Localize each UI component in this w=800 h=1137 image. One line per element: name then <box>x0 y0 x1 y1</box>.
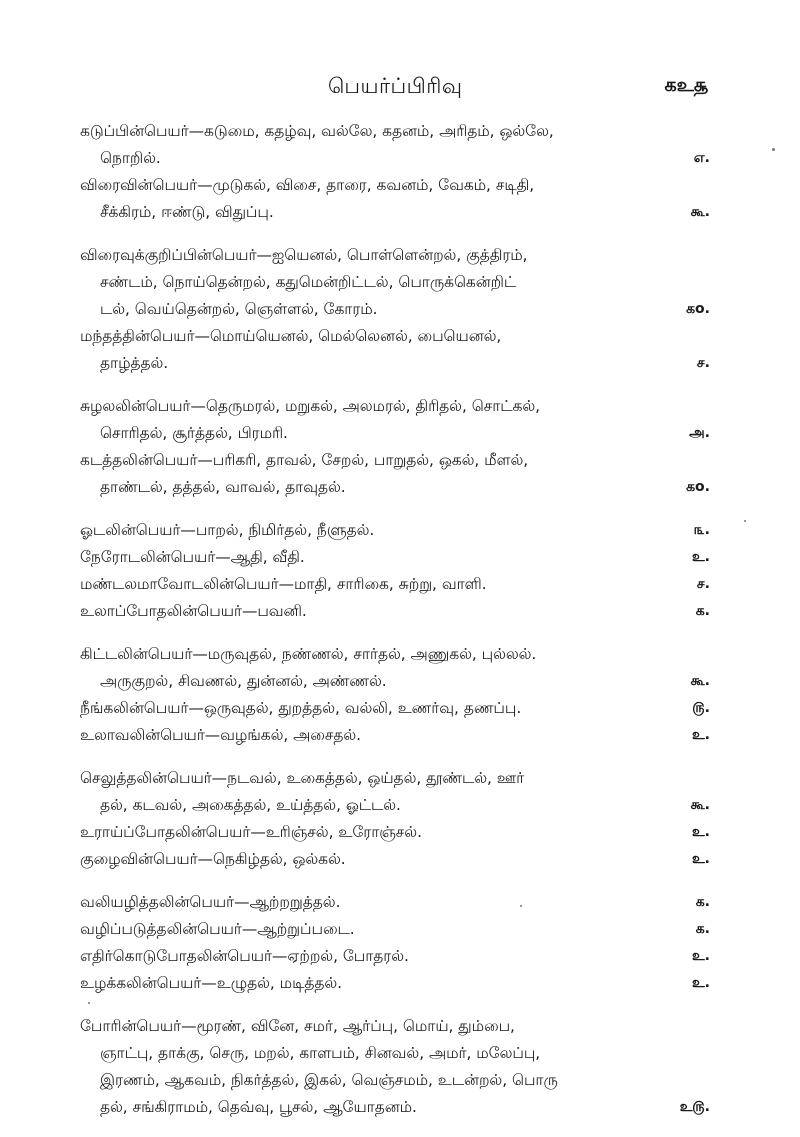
entry-count: க. <box>695 603 710 619</box>
entry-count: உ. <box>691 948 710 964</box>
synonym-entry <box>80 393 710 447</box>
synonym-entry <box>80 765 710 819</box>
entry-line: உலாவலின்பெயர்—வழங்கல், அசைதல். <box>80 726 362 744</box>
entry-count: உ. <box>691 824 710 840</box>
entry-count: கo. <box>686 301 710 317</box>
entry-line: கடத்தலின்பெயர்—பரிகரி, தாவல், சேறல், பாறுதல், ஒகல், மீளல், <box>80 451 529 469</box>
entry-line: நேரோடலின்பெயர்—ஆதி, வீதி. <box>80 548 305 566</box>
entry-continuation-line: தல், சங்கிராமம், தெவ்வு, பூசல், ஆயோதனம். <box>100 1098 417 1116</box>
entry-count: உ. <box>691 975 710 991</box>
synonym-entry <box>80 323 710 377</box>
synonym-entry <box>80 1013 710 1121</box>
synonym-entry <box>80 943 710 970</box>
print-speck <box>772 148 775 151</box>
entry-count: எ. <box>693 150 710 166</box>
synonym-entry <box>80 447 710 501</box>
entry-line: ஓடலின்பெயர்—பாறல், நிமிர்தல், நீளுதல். <box>80 521 375 539</box>
entry-count: க. <box>695 894 710 910</box>
synonym-entry <box>80 695 710 722</box>
entry-line: உலாப்போதலின்பெயர்—பவனி. <box>80 602 307 620</box>
entry-group <box>80 517 710 625</box>
entry-continuation-line: சீக்கிரம், ஈண்டு, விதுப்பு. <box>100 203 274 221</box>
entry-line: போரின்பெயர்—மூரண், வினே, சமர், ஆர்ப்பு, மொய், தும்பை, <box>80 1017 515 1035</box>
entry-group <box>80 118 710 226</box>
entry-count: உ. <box>691 727 710 743</box>
entry-line: வலியழித்தலின்பெயர்—ஆற்றறுத்தல். <box>80 893 341 911</box>
entry-count: கூ. <box>690 204 710 220</box>
synonym-entry <box>80 722 710 749</box>
entry-count: ச. <box>696 576 710 592</box>
entry-line: கிட்டலின்பெயர்—மருவுதல், நண்ணல், சார்தல், அணுகல், புல்லல். <box>80 645 537 663</box>
synonym-entry <box>80 970 710 997</box>
running-title: பெயர்ப்பிரிவு <box>328 74 463 98</box>
entry-line: சுழலலின்பெயர்—தெருமரல், மறுகல், அலமரல், திரிதல், சொட்கல், <box>80 397 541 415</box>
entry-count: க. <box>695 921 710 937</box>
entry-line: விரைவின்பெயர்—முடுகல், விசை, தாரை, கவனம், வேகம், சடிதி, <box>80 176 535 194</box>
entry-count: ௫. <box>692 700 710 716</box>
entry-line: நீங்கலின்பெயர்—ஒருவுதல், துறத்தல், வல்லி, உணர்வு, தணப்பு. <box>80 699 522 717</box>
synonym-entry <box>80 118 710 172</box>
entry-line: உராய்ப்போதலின்பெயர்—உரிஞ்சல், உரோஞ்சல். <box>80 823 422 841</box>
page-number: கஉ௲ <box>664 74 708 96</box>
print-speck <box>88 1002 90 1004</box>
entry-line: எதிர்கொடுபோதலின்பெயர்—ஏற்றல், போதரல். <box>80 947 409 965</box>
synonym-entry <box>80 544 710 571</box>
entry-line: குழைவின்பெயர்—நெகிழ்தல், ஒல்கல். <box>80 850 346 868</box>
entry-count: கூ. <box>690 797 710 813</box>
entry-line: கடுப்பின்பெயர்—கடுமை, கதழ்வு, வல்லே, கதனம், அரிதம், ஒல்லே, <box>80 122 554 140</box>
entry-continuation-line: இரணம், ஆகவம், நிகர்த்தல், இகல், வெஞ்சமம், உடன்றல், பொரு <box>100 1071 558 1089</box>
entry-line: செலுத்தலின்பெயர்—நடவல், உகைத்தல், ஒய்தல், தூண்டல், ஊர் <box>80 769 525 787</box>
entry-continuation-line: அருகுறல், சிவணல், துன்னல், அண்ணல். <box>100 672 387 690</box>
entry-count: ௩. <box>694 522 710 538</box>
synonym-entry <box>80 889 710 916</box>
entry-line: வழிப்படுத்தலின்பெயர்—ஆற்றுப்படை. <box>80 920 355 938</box>
entry-count: கூ. <box>690 673 710 689</box>
entry-group <box>80 765 710 873</box>
entry-line: மண்டலமாவோடலின்பெயர்—மாதி, சாரிகை, சுற்று, வாளி. <box>80 575 487 593</box>
entry-group <box>80 242 710 377</box>
entry-count: உ. <box>691 851 710 867</box>
synonym-entry <box>80 571 710 598</box>
synonym-entry <box>80 819 710 846</box>
synonym-entry <box>80 172 710 226</box>
entry-line: விரைவுக்குறிப்பின்பெயர்—ஐயெனல், பொள்ளென்றல், குத்திரம், <box>80 246 528 264</box>
print-speck <box>520 905 522 907</box>
print-speck <box>744 520 746 522</box>
entry-count: கo. <box>686 479 710 495</box>
entry-count: உ. <box>691 549 710 565</box>
entry-count: அ. <box>689 425 710 441</box>
entry-continuation-line: தாண்டல், தத்தல், வாவல், தாவுதல். <box>100 478 346 496</box>
entry-group <box>80 1013 710 1121</box>
entry-group <box>80 889 710 997</box>
synonym-entry <box>80 916 710 943</box>
synonym-entry <box>80 242 710 323</box>
entry-continuation-line: டல், வெய்தென்றல், ஞெள்ளல், கோரம். <box>100 300 378 318</box>
entry-list <box>80 118 710 1137</box>
entry-continuation-line: ஞாட்பு, தாக்கு, செரு, மறல், காளபம், சினவல், அமர், மலேப்பு, <box>100 1044 541 1062</box>
synonym-entry <box>80 846 710 873</box>
synonym-entry <box>80 598 710 625</box>
entry-line: உழக்கலின்பெயர்—உழுதல், மடித்தல். <box>80 974 343 992</box>
entry-group <box>80 641 710 749</box>
entry-count: ச. <box>696 355 710 371</box>
entry-line: மந்தத்தின்பெயர்—மொய்யெனல், மெல்லெனல், பையெனல், <box>80 327 502 345</box>
entry-continuation-line: சொரிதல், சூர்த்தல், பிரமரி. <box>100 424 288 442</box>
synonym-entry <box>80 641 710 695</box>
entry-continuation-line: தாழ்த்தல். <box>100 354 169 372</box>
entry-continuation-line: தல், கடவல், அகைத்தல், உய்த்தல், ஓட்டல். <box>100 796 401 814</box>
synonym-entry <box>80 517 710 544</box>
entry-count: உ௫. <box>679 1099 710 1115</box>
entry-continuation-line: நொறில். <box>100 149 161 167</box>
page-header <box>0 74 800 104</box>
entry-group <box>80 393 710 501</box>
entry-continuation-line: சண்டம், நொய்தென்றல், கதுமென்றிட்டல், பொருக்கென்றிட் <box>100 273 517 291</box>
